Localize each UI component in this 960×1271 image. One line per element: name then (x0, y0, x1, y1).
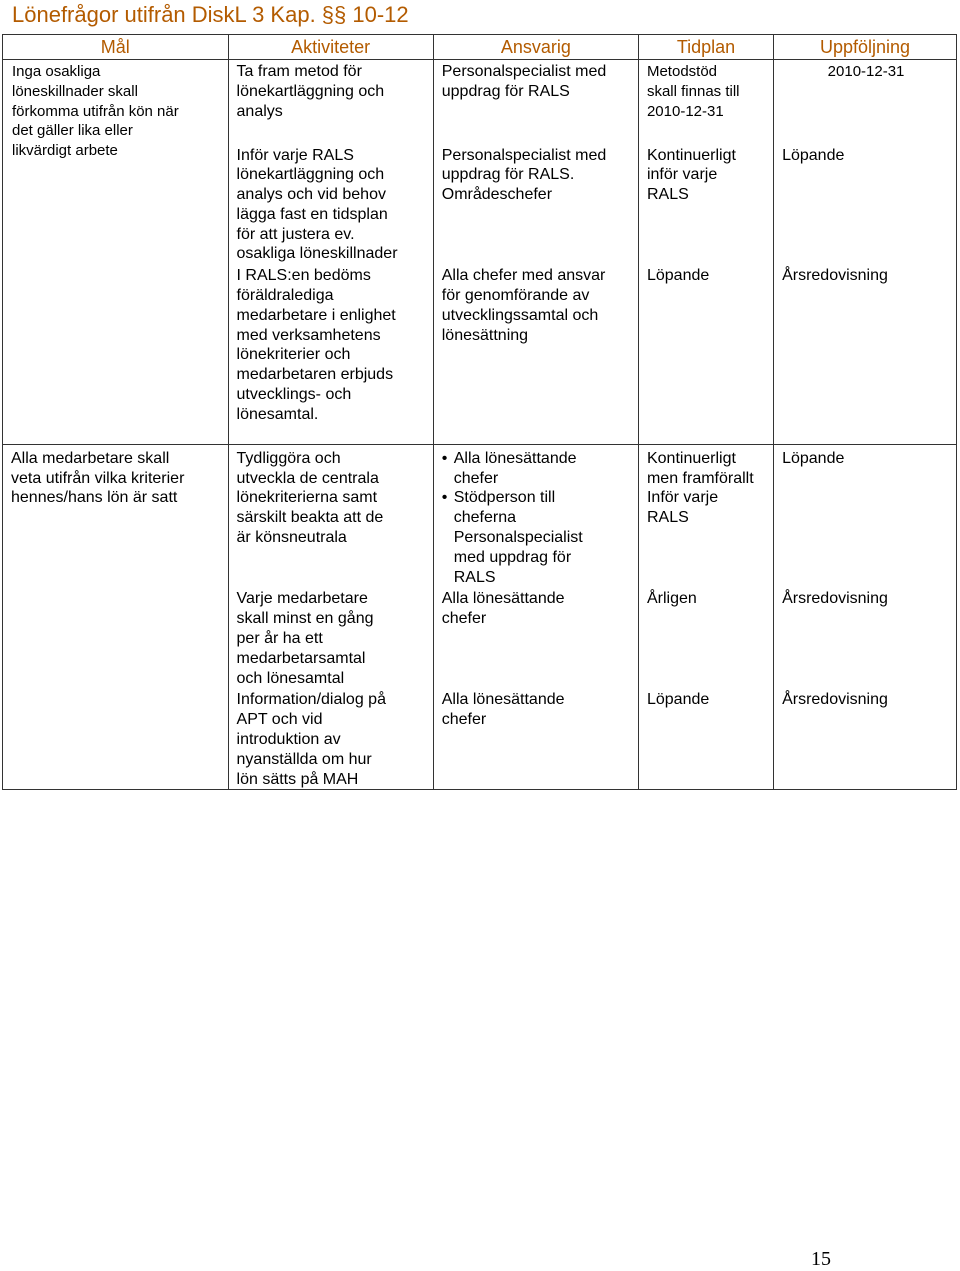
activity-cell: Ta fram metod för lönekartläggning och analys (228, 60, 433, 144)
activity-cell: Inför varje RALS lönekartläggning och analys och vid behov lägga fast en tidsplan för att justera ev. osakliga löneskillnader (228, 144, 433, 265)
header-row (3, 35, 957, 60)
schedule-cell: Löpande (638, 264, 773, 444)
schedule-cell: Kontinuerligt men framförallt Inför varje RALS (638, 444, 773, 587)
activity-cell: Tydliggöra och utveckla de centrala lönekriterierna samt särskilt beakta att de är könsneutrala (228, 444, 433, 587)
schedule-cell: Årligen (638, 587, 773, 688)
responsible-cell (433, 444, 638, 587)
followup-cell: Löpande (774, 144, 957, 265)
activity-cell: I RALS:en bedöms föräldralediga medarbetare i enlighet med verksamhetens lönekriterier och medarbetaren erbjuds utvecklings- och lönesamtal. (228, 264, 433, 444)
responsible-cell: Alla lönesättande chefer (433, 587, 638, 688)
followup-cell: Löpande (774, 444, 957, 587)
schedule-cell: Löpande (638, 688, 773, 789)
followup-cell: Årsredovisning (774, 587, 957, 688)
header-aktiviteter: Aktiviteter (228, 35, 433, 60)
action-plan-table (2, 34, 957, 790)
goal-text: Alla medarbetare skall veta utifrån vilka kriterier hennes/hans lön är satt (11, 449, 185, 507)
responsible-cell: Personalspecialist med uppdrag för RALS (433, 60, 638, 144)
bullet-icon: • (441, 449, 448, 467)
responsible-list (442, 449, 632, 588)
followup-cell: Årsredovisning (774, 264, 957, 444)
goal-cell (3, 444, 229, 790)
table-row (3, 444, 957, 587)
table-row (3, 60, 957, 144)
responsible-cell: Alla lönesättande chefer (433, 688, 638, 789)
header-uppfoljning: Uppföljning (774, 35, 957, 60)
bullet-icon: • (441, 489, 448, 507)
page-title: Lönefrågor utifrån DiskL 3 Kap. §§ 10-12 (12, 2, 409, 27)
responsible-cell: Alla chefer med ansvar för genomförande av utvecklingssamtal och lönesättning (433, 264, 638, 444)
schedule-cell: Metodstöd skall finnas till 2010-12-31 (638, 60, 773, 144)
header-ansvarig: Ansvarig (433, 35, 638, 60)
header-tidplan: Tidplan (638, 35, 773, 60)
activity-cell: Information/dialog på APT och vid introduktion av nyanställda om hur lön sätts på MAH (228, 688, 433, 789)
page-number: 15 (811, 1248, 831, 1270)
followup-cell: Årsredovisning (774, 688, 957, 789)
followup-cell: 2010-12-31 (774, 60, 957, 144)
schedule-cell: Kontinuerligt inför varje RALS (638, 144, 773, 265)
goal-text: Inga osakliga löneskillnader skall förkomma utifrån kön när det gäller lika eller likvärdigt arbete (12, 63, 179, 160)
header-mal: Mål (3, 35, 229, 60)
list-item: • Stödperson till cheferna Personalspecialist med uppdrag för RALS (441, 489, 583, 586)
goal-cell (3, 60, 229, 445)
responsible-cell: Personalspecialist med uppdrag för RALS. Områdeschefer (433, 144, 638, 265)
activity-cell: Varje medarbetare skall minst en gång per år ha ett medarbetarsamtal och lönesamtal (228, 587, 433, 688)
list-item: • Alla lönesättande chefer (441, 449, 577, 487)
